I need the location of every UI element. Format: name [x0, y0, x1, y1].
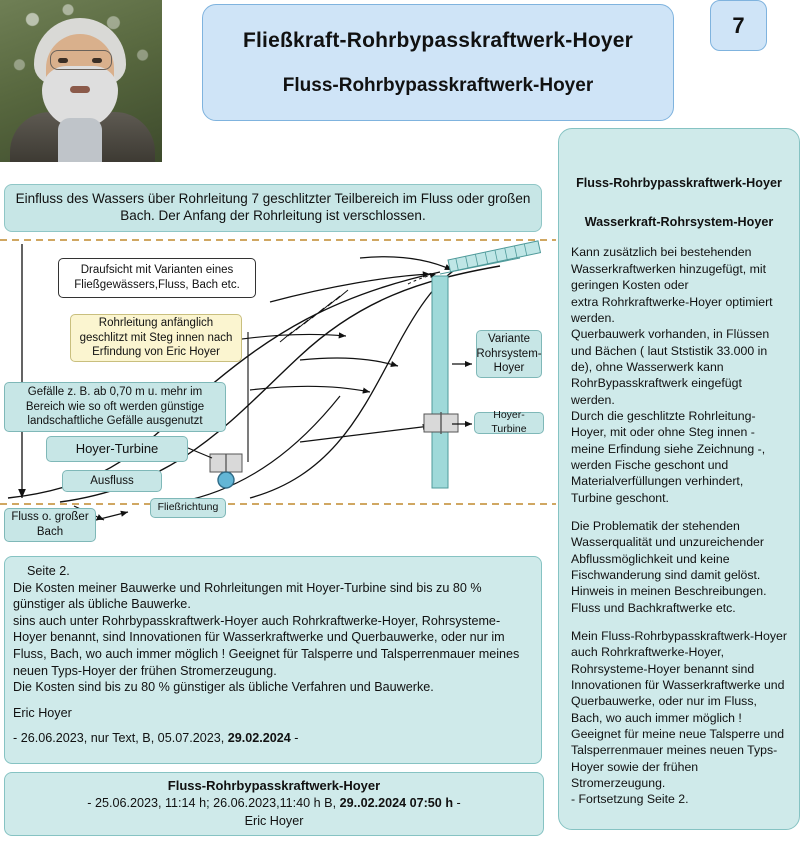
photo-shirt — [58, 118, 102, 162]
photo-eye-left — [58, 58, 68, 63]
right-panel-p8: - Fortsetzung Seite 2. — [571, 792, 689, 807]
label-variante-rohrsystem: Variante Rohrsystem-Hoyer — [476, 330, 542, 378]
portrait-photo — [0, 0, 162, 162]
bottom-text-block — [4, 556, 542, 764]
footer-date-bold: 29..02.2024 07:50 h — [339, 796, 454, 811]
right-info-panel — [558, 128, 800, 830]
photo-eye-right — [92, 58, 102, 63]
page-title-line1: Fließkraft-Rohrbypasskraftwerk-Hoyer — [243, 28, 633, 52]
label-hoyer-turbine-main: Hoyer-Turbine — [46, 436, 188, 462]
label-draufsicht: Draufsicht mit Varianten eines Fließgewässers,Fluss, Bach etc. — [58, 258, 256, 298]
right-panel-p2: extra Rohrkraftwerke-Hoyer optimiert werden. — [571, 294, 773, 325]
label-ausfluss: Ausfluss — [62, 470, 162, 492]
right-panel-heading-1: Fluss-Rohrbypasskraftwerk-Hoyer — [576, 176, 782, 190]
footer-title: Fluss-Rohrbypasskraftwerk-Hoyer — [167, 778, 381, 794]
right-panel-p4: Durch die geschlitzte Rohrleitung-Hoyer, mit oder ohne Steg innen - meine Erfindung siehe Zeichnung -, werden Fische geschont und Materialverfüllungen verhindert, Turbine geschont. — [571, 408, 766, 505]
bottom-seite: Seite 2. — [27, 564, 70, 578]
label-hoyer-turbine-small: Hoyer-Turbine — [474, 412, 544, 434]
right-panel-p7: Geeignet für meine neue Talsperre und Talsperrenmauer meines neuen Typs-Hoyer sowie der frühen Stromerzeugung. — [571, 727, 785, 791]
right-panel-heading-2: Wasserkraft-Rohrsystem-Hoyer — [584, 214, 774, 229]
label-gefaelle: Gefälle z. B. ab 0,70 m u. mehr im Bereich wie so oft werden günstige landschaftliche Gefälle ausgenutzt — [4, 382, 226, 432]
bottom-line-2: sins auch unter Rohrbypasskraftwerk-Hoyer auch Rohrkraftwerke-Hoyer, Rohrsysteme-Hoyer benannt, sind Innovationen für Wasserkraftwerke und Querbauwerke, oder nur im Fluss, Bach, wo auch immer möglich ! Geeignet für Talsperre und Talsperrenmauer meines neuen Typs-Hoyer der frühen Stromerzeugung. — [13, 613, 520, 678]
intro-banner: Einfluss des Wassers über Rohrleitung 7 geschlitzter Teilbereich im Fluss oder großen Bach. Der Anfang der Rohrleitung ist verschlossen. — [4, 184, 542, 232]
label-fliessrichtung: Fließrichtung — [150, 498, 226, 518]
footer-block — [4, 772, 544, 836]
bottom-date-prefix: - 26.06.2023, nur Text, B, 05.07.2023, — [13, 731, 228, 746]
photo-mouth — [70, 86, 90, 93]
footer-author: Eric Hoyer — [244, 814, 304, 829]
footer-dateline — [87, 795, 460, 813]
footer-date-suffix: - — [453, 796, 461, 811]
bottom-author: Eric Hoyer — [13, 705, 72, 720]
right-panel-p5: Die Problematik der stehenden Wasserqualität und unzureichender Abflussmöglichkeit und keine Fischwanderung sind damit gelöst. Hinweis in meinen Beschreibungen. Fluss und Bachkraftwerke etc. — [571, 518, 767, 615]
bottom-line-1: Die Kosten meiner Bauwerke und Rohrleitungen mit Hoyer-Turbine sind bis zu 80 % günstiger als übliche Bauwerke. — [13, 580, 482, 612]
diagram-canvas — [0, 236, 558, 548]
right-panel-p1: Kann zusätzlich bei bestehenden Wasserkraftwerken hinzugefügt, mit geringen Kosten oder — [571, 245, 767, 293]
right-panel-p6: Mein Fluss-Rohrbypasskraftwerk-Hoyer auch Rohrkraftwerke-Hoyer, Rohrsysteme-Hoyer benannt sind Innovationen für Wasserkraftwerke und Querbauwerke, oder nur im Fluss, Bach, wo auch immer möglich ! — [571, 629, 787, 725]
page-title-box — [202, 4, 674, 121]
page-number-badge: 7 — [710, 0, 767, 51]
bottom-line-3: Die Kosten sind bis zu 80 % günstiger als übliche Verfahren und Bauwerke. — [13, 680, 434, 695]
label-fluss-bach: Fluss o. großer Bach — [4, 508, 96, 542]
footer-date-prefix: - 25.06.2023, 11:14 h; 26.06.2023,11:40 h B, — [87, 796, 340, 811]
bottom-date-suffix: - — [290, 731, 299, 746]
label-rohrleitung: Rohrleitung anfänglich geschlitzt mit Steg innen nach Erfindung von Eric Hoyer — [70, 314, 242, 362]
bottom-date-bold: 29.02.2024 — [227, 731, 291, 746]
right-panel-p3: Querbauwerk vorhanden, in Flüssen und Bächen ( laut Ststistik 33.000 in de), ohne Wasserwerk kann RohrBypasskraftwerk eingefügt werden. — [571, 327, 770, 407]
bottom-date-line — [13, 730, 533, 747]
page-title-line2: Fluss-Rohrbypasskraftwerk-Hoyer — [282, 74, 594, 96]
